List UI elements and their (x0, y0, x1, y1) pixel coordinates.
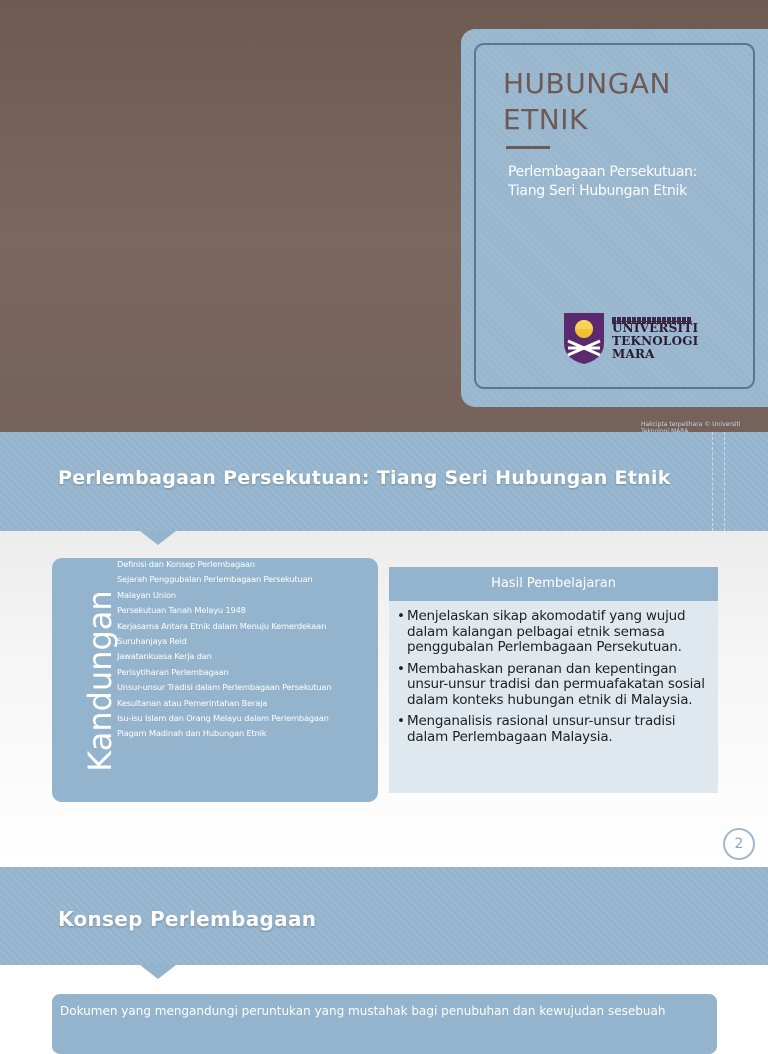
list-item: • Menganalisis rasional unsur-unsur tradisi dalam Perlembagaan Malaysia. (397, 714, 708, 745)
logo-wordmark: UNIVERSITI TEKNOLOGI MARA (612, 321, 699, 361)
list-item: Suruhanjaya Reid (117, 636, 187, 647)
list-item: Kesultanan atau Pemerintahan Beraja (117, 697, 268, 708)
slide-title: Perlembagaan Persekutuan: Tiang Seri Hubungan Etnik (58, 467, 671, 489)
slide-banner (0, 867, 768, 965)
definition-box (52, 994, 717, 1054)
banner-dashed-line (712, 432, 713, 531)
title-slide (0, 0, 768, 432)
uitm-logo (562, 309, 697, 367)
contents-slide (0, 432, 768, 865)
list-item: Piagam Madinah dan Hubungan Etnik (117, 728, 267, 739)
presentation-title: HUBUNGAN ETNIK (503, 67, 671, 136)
list-item: Jawatankuasa Kerja dan (117, 651, 212, 662)
list-item: • Menjelaskan sikap akomodatif yang wujud dalam kalangan pelbagai etnik semasa penggubalan Perlembagaan Persekutuan. (397, 609, 708, 656)
definition-text: Dokumen yang mengandungi peruntukan yang mustahak bagi penubuhan dan kewujudan sesebuah (60, 1004, 666, 1018)
contents-box (52, 558, 378, 802)
banner-pointer (140, 965, 176, 979)
list-item: Isu-isu Islam dan Orang Melayu dalam Perlembagaan (117, 713, 329, 724)
list-item: • Membahaskan peranan dan kepentingan unsur-unsur tradisi dan permuafakatan sosial dalam konteks hubungan etnik di Malaysia. (397, 662, 708, 709)
contents-label: Kandungan (81, 590, 119, 772)
list-item: Sejarah Penggubalan Perlembagaan Persekutuan (117, 574, 313, 585)
list-item: Persekutuan Tanah Melayu 1948 (117, 605, 246, 616)
learning-outcomes-body (389, 601, 718, 793)
presentation-subtitle: Perlembagaan Persekutuan: Tiang Seri Hubungan Etnik (508, 164, 698, 199)
list-item: Unsur-unsur Tradisi dalam Perlembagaan Persekutuan (117, 682, 332, 693)
page-number-badge: 2 (723, 828, 755, 860)
list-item: Kerjasama Antara Etnik dalam Menuju Kemerdekaan (117, 620, 327, 631)
list-item: Malayan Union (117, 589, 176, 600)
title-panel (461, 29, 768, 428)
title-divider (506, 146, 550, 149)
banner-pointer (140, 531, 176, 545)
slide-title: Konsep Perlembagaan (58, 907, 317, 931)
uitm-crest-icon (562, 311, 606, 365)
contents-list (117, 560, 337, 745)
banner-dashed-line (724, 432, 725, 531)
list-item: Perisytiharan Perlembagaan (117, 666, 229, 677)
copyright-note: Hakcipta terpelihara © Universiti (641, 421, 741, 428)
concept-slide (0, 865, 768, 1024)
learning-outcomes-list (397, 609, 708, 745)
slide-banner (0, 432, 768, 531)
list-item: Definisi dan Konsep Perlembagaan (117, 559, 255, 569)
learning-outcomes-header: Hasil Pembelajaran (389, 567, 718, 601)
